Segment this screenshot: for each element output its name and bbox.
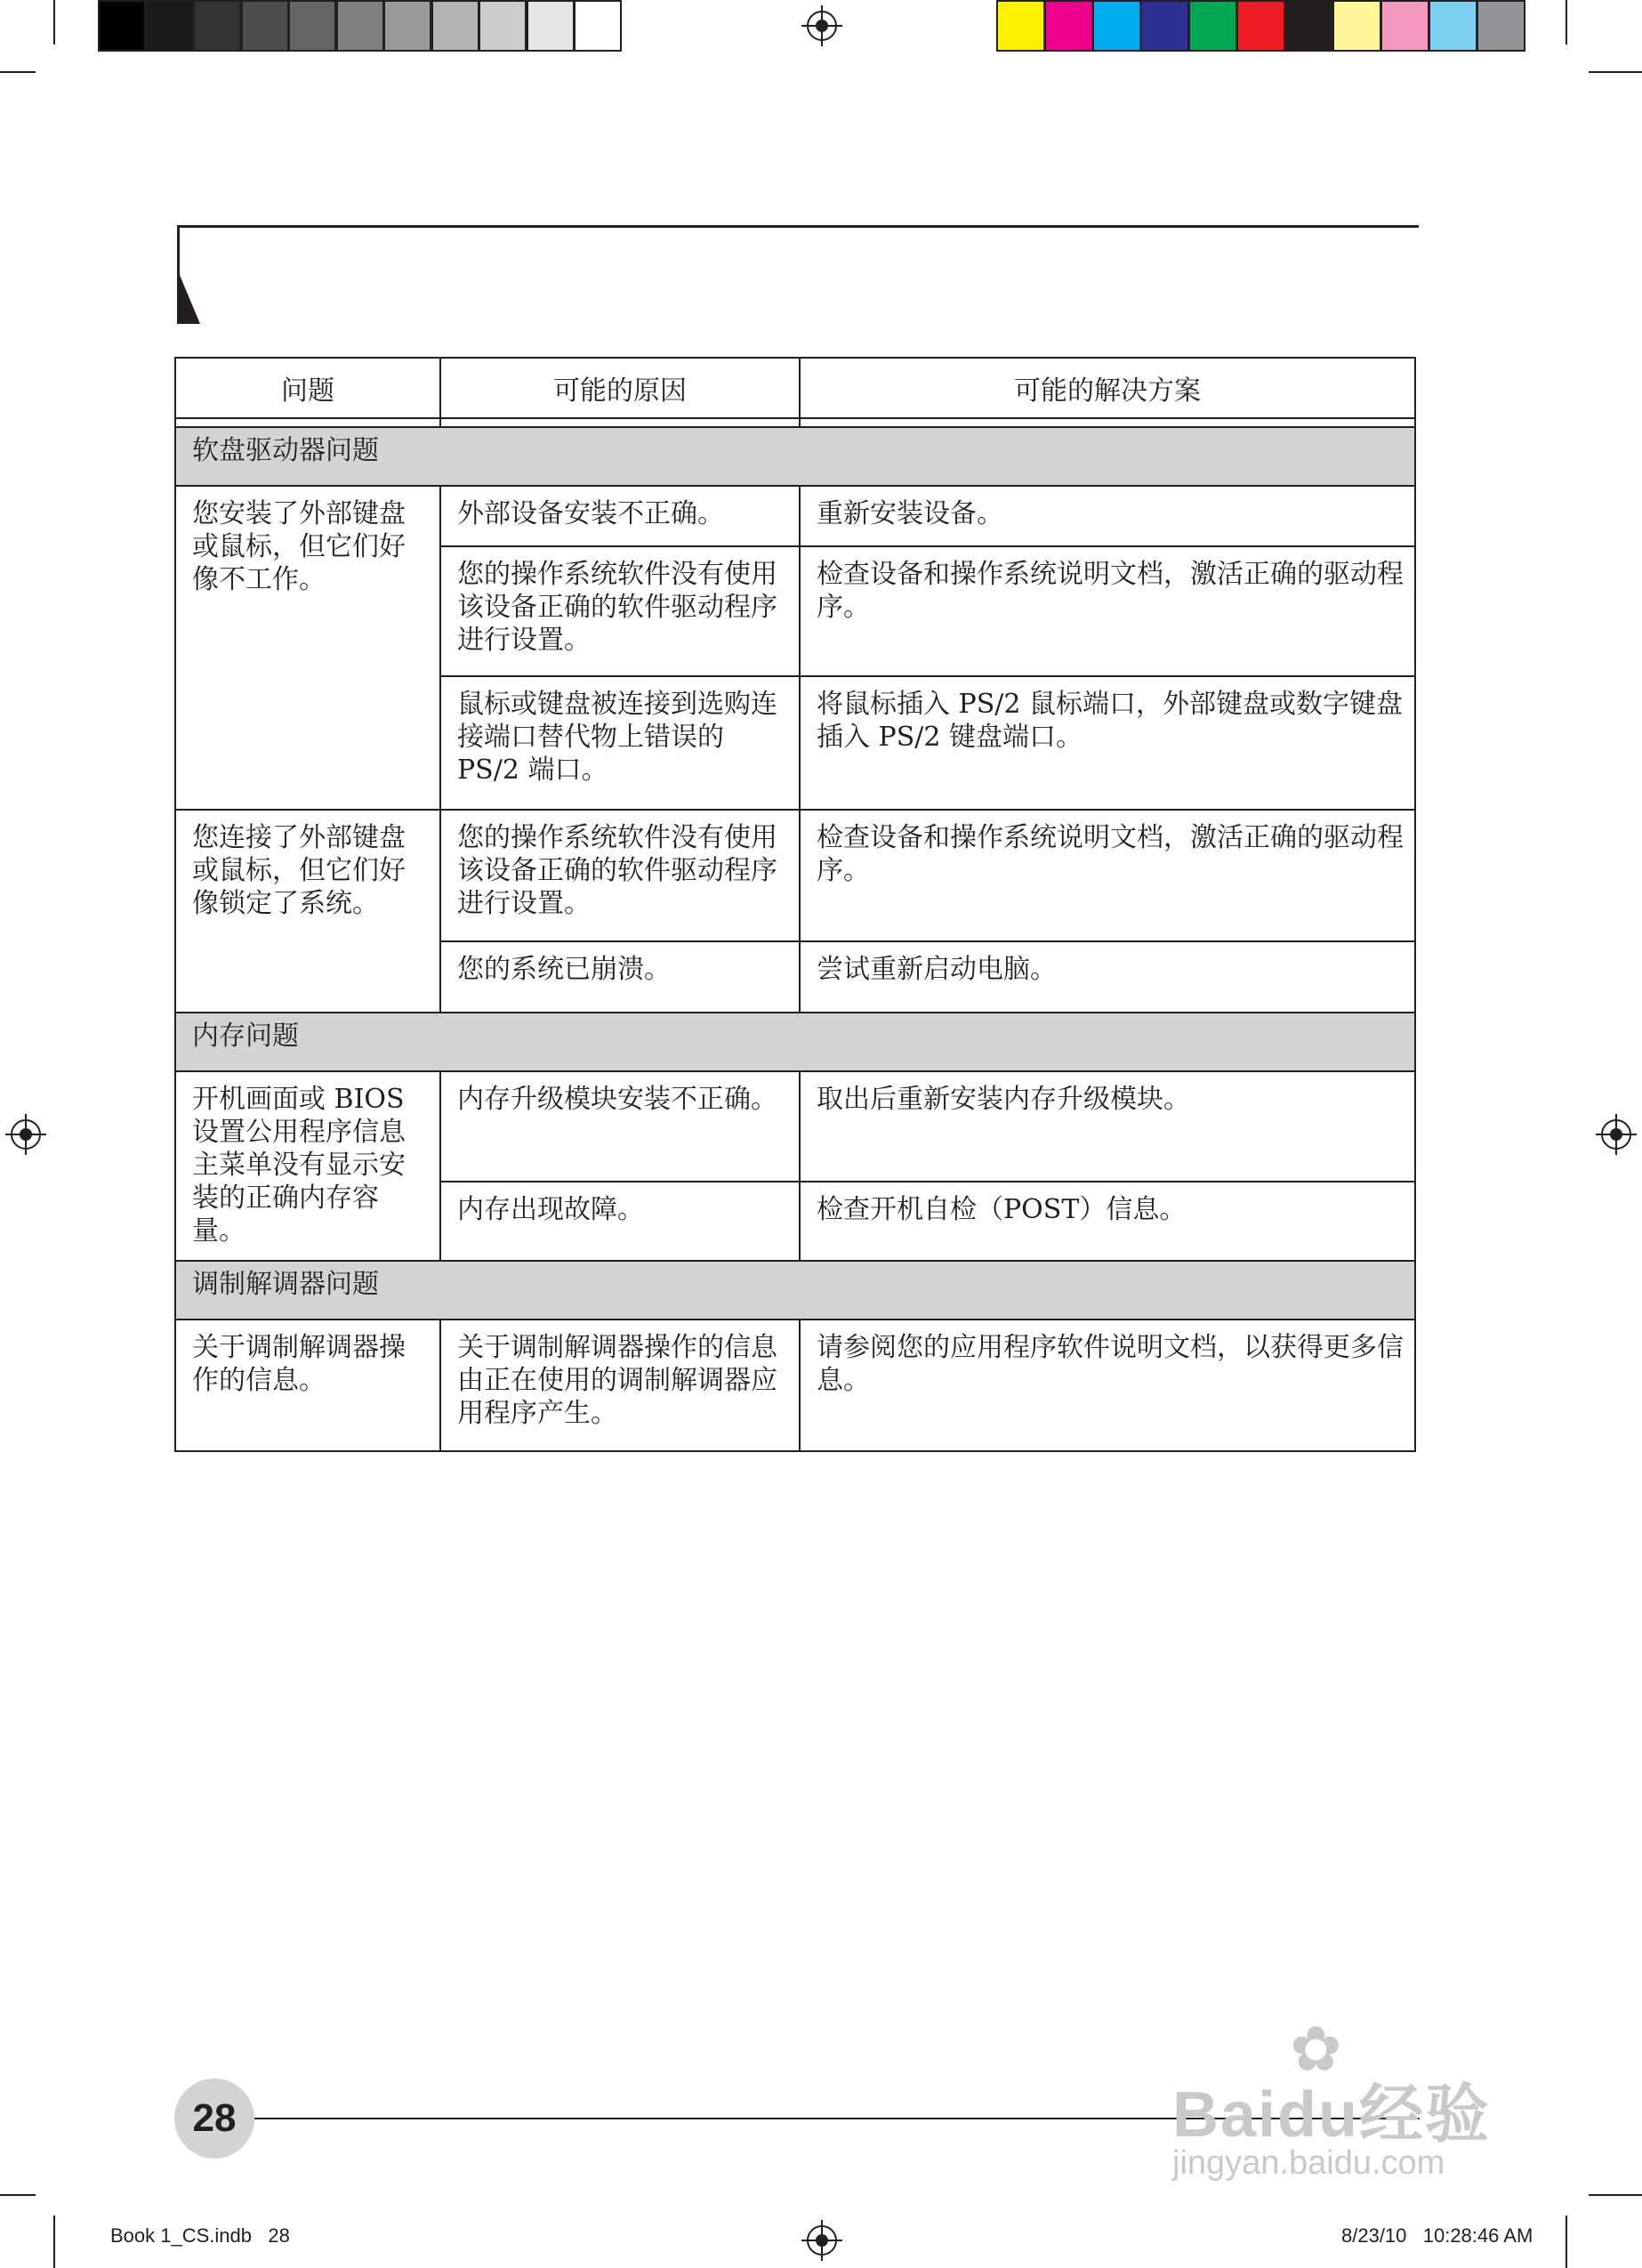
- color-swatch: [1284, 0, 1333, 52]
- color-swatch: [996, 0, 1045, 52]
- solution-cell: 请参阅您的应用程序软件说明文档，以获得更多信息。: [800, 1320, 1415, 1451]
- header-solution: 可能的解决方案: [800, 358, 1415, 418]
- crop-mark-top-left: [53, 0, 55, 44]
- crop-mark-top-left-h: [0, 71, 36, 73]
- gray-swatch: [383, 0, 431, 52]
- gray-swatch: [431, 0, 479, 52]
- color-swatch: [1188, 0, 1237, 52]
- watermark-brand: Baidu经验: [1172, 2079, 1492, 2151]
- section-row: [175, 1013, 1415, 1071]
- gray-swatch: [193, 0, 241, 52]
- problem-cell: 您连接了外部键盘或鼠标，但它们好像锁定了系统。: [175, 810, 440, 1013]
- registration-mark-right-icon: [1601, 1119, 1631, 1150]
- cause-cell: 内存升级模块安装不正确。: [440, 1071, 800, 1182]
- table-row: [175, 1320, 1415, 1451]
- color-swatch: [1044, 0, 1093, 52]
- color-swatch: [1380, 0, 1429, 52]
- color-swatch: [1140, 0, 1189, 52]
- crop-mark-top-right: [1566, 0, 1567, 44]
- crop-mark-bottom-left-h: [0, 2194, 36, 2196]
- gray-swatch: [288, 0, 336, 52]
- gray-swatch: [98, 0, 146, 52]
- header-tab-marker: [177, 269, 200, 324]
- watermark-url: jingyan.baidu.com: [1172, 2144, 1445, 2182]
- solution-cell: 重新安装设备。: [800, 486, 1415, 546]
- header-cause: 可能的原因: [440, 358, 800, 418]
- color-swatch: [1332, 0, 1381, 52]
- cause-cell: 您的系统已崩溃。: [440, 941, 800, 1013]
- color-swatch: [1236, 0, 1285, 52]
- watermark-paw-icon: ✿: [1290, 2014, 1342, 2084]
- section-title: 调制解调器问题: [175, 1261, 1415, 1320]
- section-title: 软盘驱动器问题: [175, 427, 1415, 486]
- troubleshooting-table: [174, 357, 1416, 1452]
- gray-swatch: [241, 0, 289, 52]
- section-row: [175, 1261, 1415, 1320]
- section-row: [175, 427, 1415, 486]
- table-row: [175, 486, 1415, 546]
- cause-cell: 鼠标或键盘被连接到选购连接端口替代物上错误的 PS/2 端口。: [440, 676, 800, 810]
- cause-cell: 外部设备安装不正确。: [440, 486, 800, 546]
- gray-swatch: [527, 0, 575, 52]
- solution-cell: 检查设备和操作系统说明文档，激活正确的驱动程序。: [800, 546, 1415, 676]
- section-title: 内存问题: [175, 1013, 1415, 1071]
- slug-file: Book 1_CS.indb 28: [110, 2224, 290, 2247]
- cause-cell: 您的操作系统软件没有使用该设备正确的软件驱动程序进行设置。: [440, 810, 800, 941]
- crop-mark-bottom-left: [53, 2216, 55, 2268]
- table-row: [175, 810, 1415, 941]
- cause-cell: 您的操作系统软件没有使用该设备正确的软件驱动程序进行设置。: [440, 546, 800, 676]
- page-number: 28: [174, 2078, 254, 2159]
- solution-cell: 检查开机自检（POST）信息。: [800, 1182, 1415, 1261]
- crop-mark-top-right-h: [1589, 71, 1642, 73]
- color-swatch: [1092, 0, 1141, 52]
- gray-swatch: [479, 0, 527, 52]
- cause-cell: 关于调制解调器操作的信息由正在使用的调制解调器应用程序产生。: [440, 1320, 800, 1451]
- problem-cell: 您安装了外部键盘或鼠标，但它们好像不工作。: [175, 486, 440, 810]
- problem-cell: 关于调制解调器操作的信息。: [175, 1320, 440, 1451]
- header-problem: 问题: [175, 358, 440, 418]
- registration-mark-bottom-icon: [807, 2225, 837, 2256]
- registration-mark-left-icon: [11, 1119, 41, 1150]
- crop-mark-bottom-right: [1566, 2216, 1567, 2268]
- registration-mark-top-icon: [807, 11, 837, 41]
- cause-cell: 内存出现故障。: [440, 1182, 800, 1261]
- solution-cell: 检查设备和操作系统说明文档，激活正确的驱动程序。: [800, 810, 1415, 941]
- gray-swatch: [336, 0, 384, 52]
- color-swatch: [1477, 0, 1525, 52]
- table-row: [175, 1071, 1415, 1182]
- slug-timestamp: 8/23/10 10:28:46 AM: [1341, 2224, 1533, 2247]
- gray-swatch: [146, 0, 194, 52]
- solution-cell: 尝试重新启动电脑。: [800, 941, 1415, 1013]
- problem-cell: 开机画面或 BIOS 设置公用程序信息主菜单没有显示安装的正确内存容量。: [175, 1071, 440, 1261]
- crop-mark-bottom-right-h: [1589, 2194, 1642, 2196]
- table-header-row: [175, 358, 1415, 418]
- solution-cell: 取出后重新安装内存升级模块。: [800, 1071, 1415, 1182]
- header-rule: [177, 225, 1419, 228]
- gray-swatch: [574, 0, 622, 52]
- color-swatch: [1429, 0, 1477, 52]
- solution-cell: 将鼠标插入 PS/2 鼠标端口，外部键盘或数字键盘插入 PS/2 键盘端口。: [800, 676, 1415, 810]
